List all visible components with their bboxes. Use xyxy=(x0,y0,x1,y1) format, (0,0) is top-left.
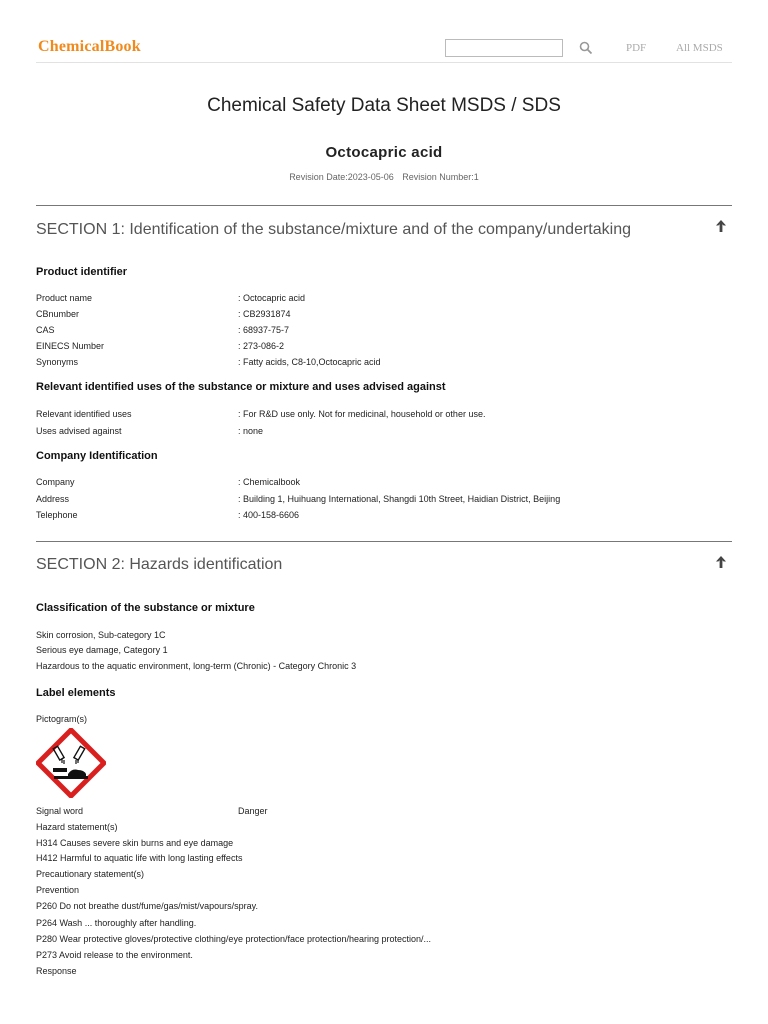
signal-word-row xyxy=(36,806,716,820)
signal-word-label: Signal word xyxy=(36,806,84,816)
corrosion-pictogram-icon xyxy=(36,728,106,798)
row-value: : 273-086-2 xyxy=(238,341,285,351)
row-key: Address xyxy=(36,494,70,504)
classification-line: Hazardous to the aquatic environment, long-term (Chronic) - Category Chronic 3 xyxy=(36,661,357,671)
row-key: EINECS Number xyxy=(36,341,105,351)
row-key: Relevant identified uses xyxy=(36,409,132,419)
table-row xyxy=(36,494,716,508)
all-msds-link[interactable]: All MSDS xyxy=(676,42,723,54)
row-key: Company xyxy=(36,477,75,487)
section-divider xyxy=(36,205,732,206)
table-row xyxy=(36,341,716,355)
pdf-link[interactable]: PDF xyxy=(626,42,647,54)
uses-heading: Relevant identified uses of the substance or mixture and uses advised against xyxy=(36,381,446,393)
row-value: : Chemicalbook xyxy=(238,477,301,487)
table-row xyxy=(36,293,716,307)
section1-title: SECTION 1: Identification of the substance/mixture and of the company/undertaking xyxy=(36,221,631,238)
label-elements-heading: Label elements xyxy=(36,687,116,699)
row-value: : CB2931874 xyxy=(238,309,291,319)
statement-line: Hazard statement(s) xyxy=(36,822,118,832)
classification-line: Serious eye damage, Category 1 xyxy=(36,645,168,655)
search-input[interactable] xyxy=(445,39,563,57)
table-row xyxy=(36,510,716,524)
back-to-top-arrow-icon[interactable] xyxy=(714,219,728,233)
section2-title: SECTION 2: Hazards identification xyxy=(36,556,283,573)
document-title: Chemical Safety Data Sheet MSDS / SDS xyxy=(207,95,561,116)
table-row xyxy=(36,357,716,371)
row-value: : For R&D use only. Not for medicinal, household or other use. xyxy=(238,409,486,419)
company-identification-heading: Company Identification xyxy=(36,450,158,462)
revision-date: Revision Date:2023-05-06 xyxy=(289,172,394,182)
table-row xyxy=(36,426,716,440)
table-row xyxy=(36,309,716,323)
statement-line: P280 Wear protective gloves/protective clothing/eye protection/face protection/hearing protection/... xyxy=(36,934,432,944)
statement-line: Response xyxy=(36,966,77,976)
statement-line: P264 Wash ... thoroughly after handling. xyxy=(36,918,197,928)
row-value: : Octocapric acid xyxy=(238,293,306,303)
revision-info xyxy=(0,172,768,182)
statement-line: Precautionary statement(s) xyxy=(36,869,145,879)
row-key: Synonyms xyxy=(36,357,79,367)
pictogram-label: Pictogram(s) xyxy=(36,714,88,724)
back-to-top-arrow-icon[interactable] xyxy=(714,555,728,569)
table-row xyxy=(36,325,716,339)
section-divider xyxy=(36,541,732,542)
product-identifier-heading: Product identifier xyxy=(36,266,128,278)
row-value: : none xyxy=(238,426,264,436)
statement-line: Prevention xyxy=(36,885,80,895)
table-row xyxy=(36,477,716,491)
table-row xyxy=(36,409,716,423)
row-key: Product name xyxy=(36,293,93,303)
statement-line: P273 Avoid release to the environment. xyxy=(36,950,193,960)
signal-word-value: Danger xyxy=(238,806,268,816)
site-header xyxy=(36,32,732,63)
chemicalbook-logo[interactable]: ChemicalBook xyxy=(38,38,141,55)
row-value: : Fatty acids, C8-10,Octocapric acid xyxy=(238,357,381,367)
row-key: Uses advised against xyxy=(36,426,122,436)
row-value: : 400-158-6606 xyxy=(238,510,300,520)
product-title: Octocapric acid xyxy=(325,144,443,161)
classification-line: Skin corrosion, Sub-category 1C xyxy=(36,630,166,640)
statement-line: P260 Do not breathe dust/fume/gas/mist/vapours/spray. xyxy=(36,901,258,911)
row-value: : Building 1, Huihuang International, Shangdi 10th Street, Haidian District, Beijing xyxy=(238,494,561,504)
row-value: : 68937-75-7 xyxy=(238,325,290,335)
search-icon[interactable] xyxy=(579,41,593,55)
row-key: CBnumber xyxy=(36,309,80,319)
statement-line: H412 Harmful to aquatic life with long lasting effects xyxy=(36,853,243,863)
revision-number: Revision Number:1 xyxy=(402,172,479,182)
statement-line: H314 Causes severe skin burns and eye damage xyxy=(36,838,234,848)
classification-heading: Classification of the substance or mixture xyxy=(36,602,255,614)
row-key: Telephone xyxy=(36,510,78,520)
row-key: CAS xyxy=(36,325,55,335)
